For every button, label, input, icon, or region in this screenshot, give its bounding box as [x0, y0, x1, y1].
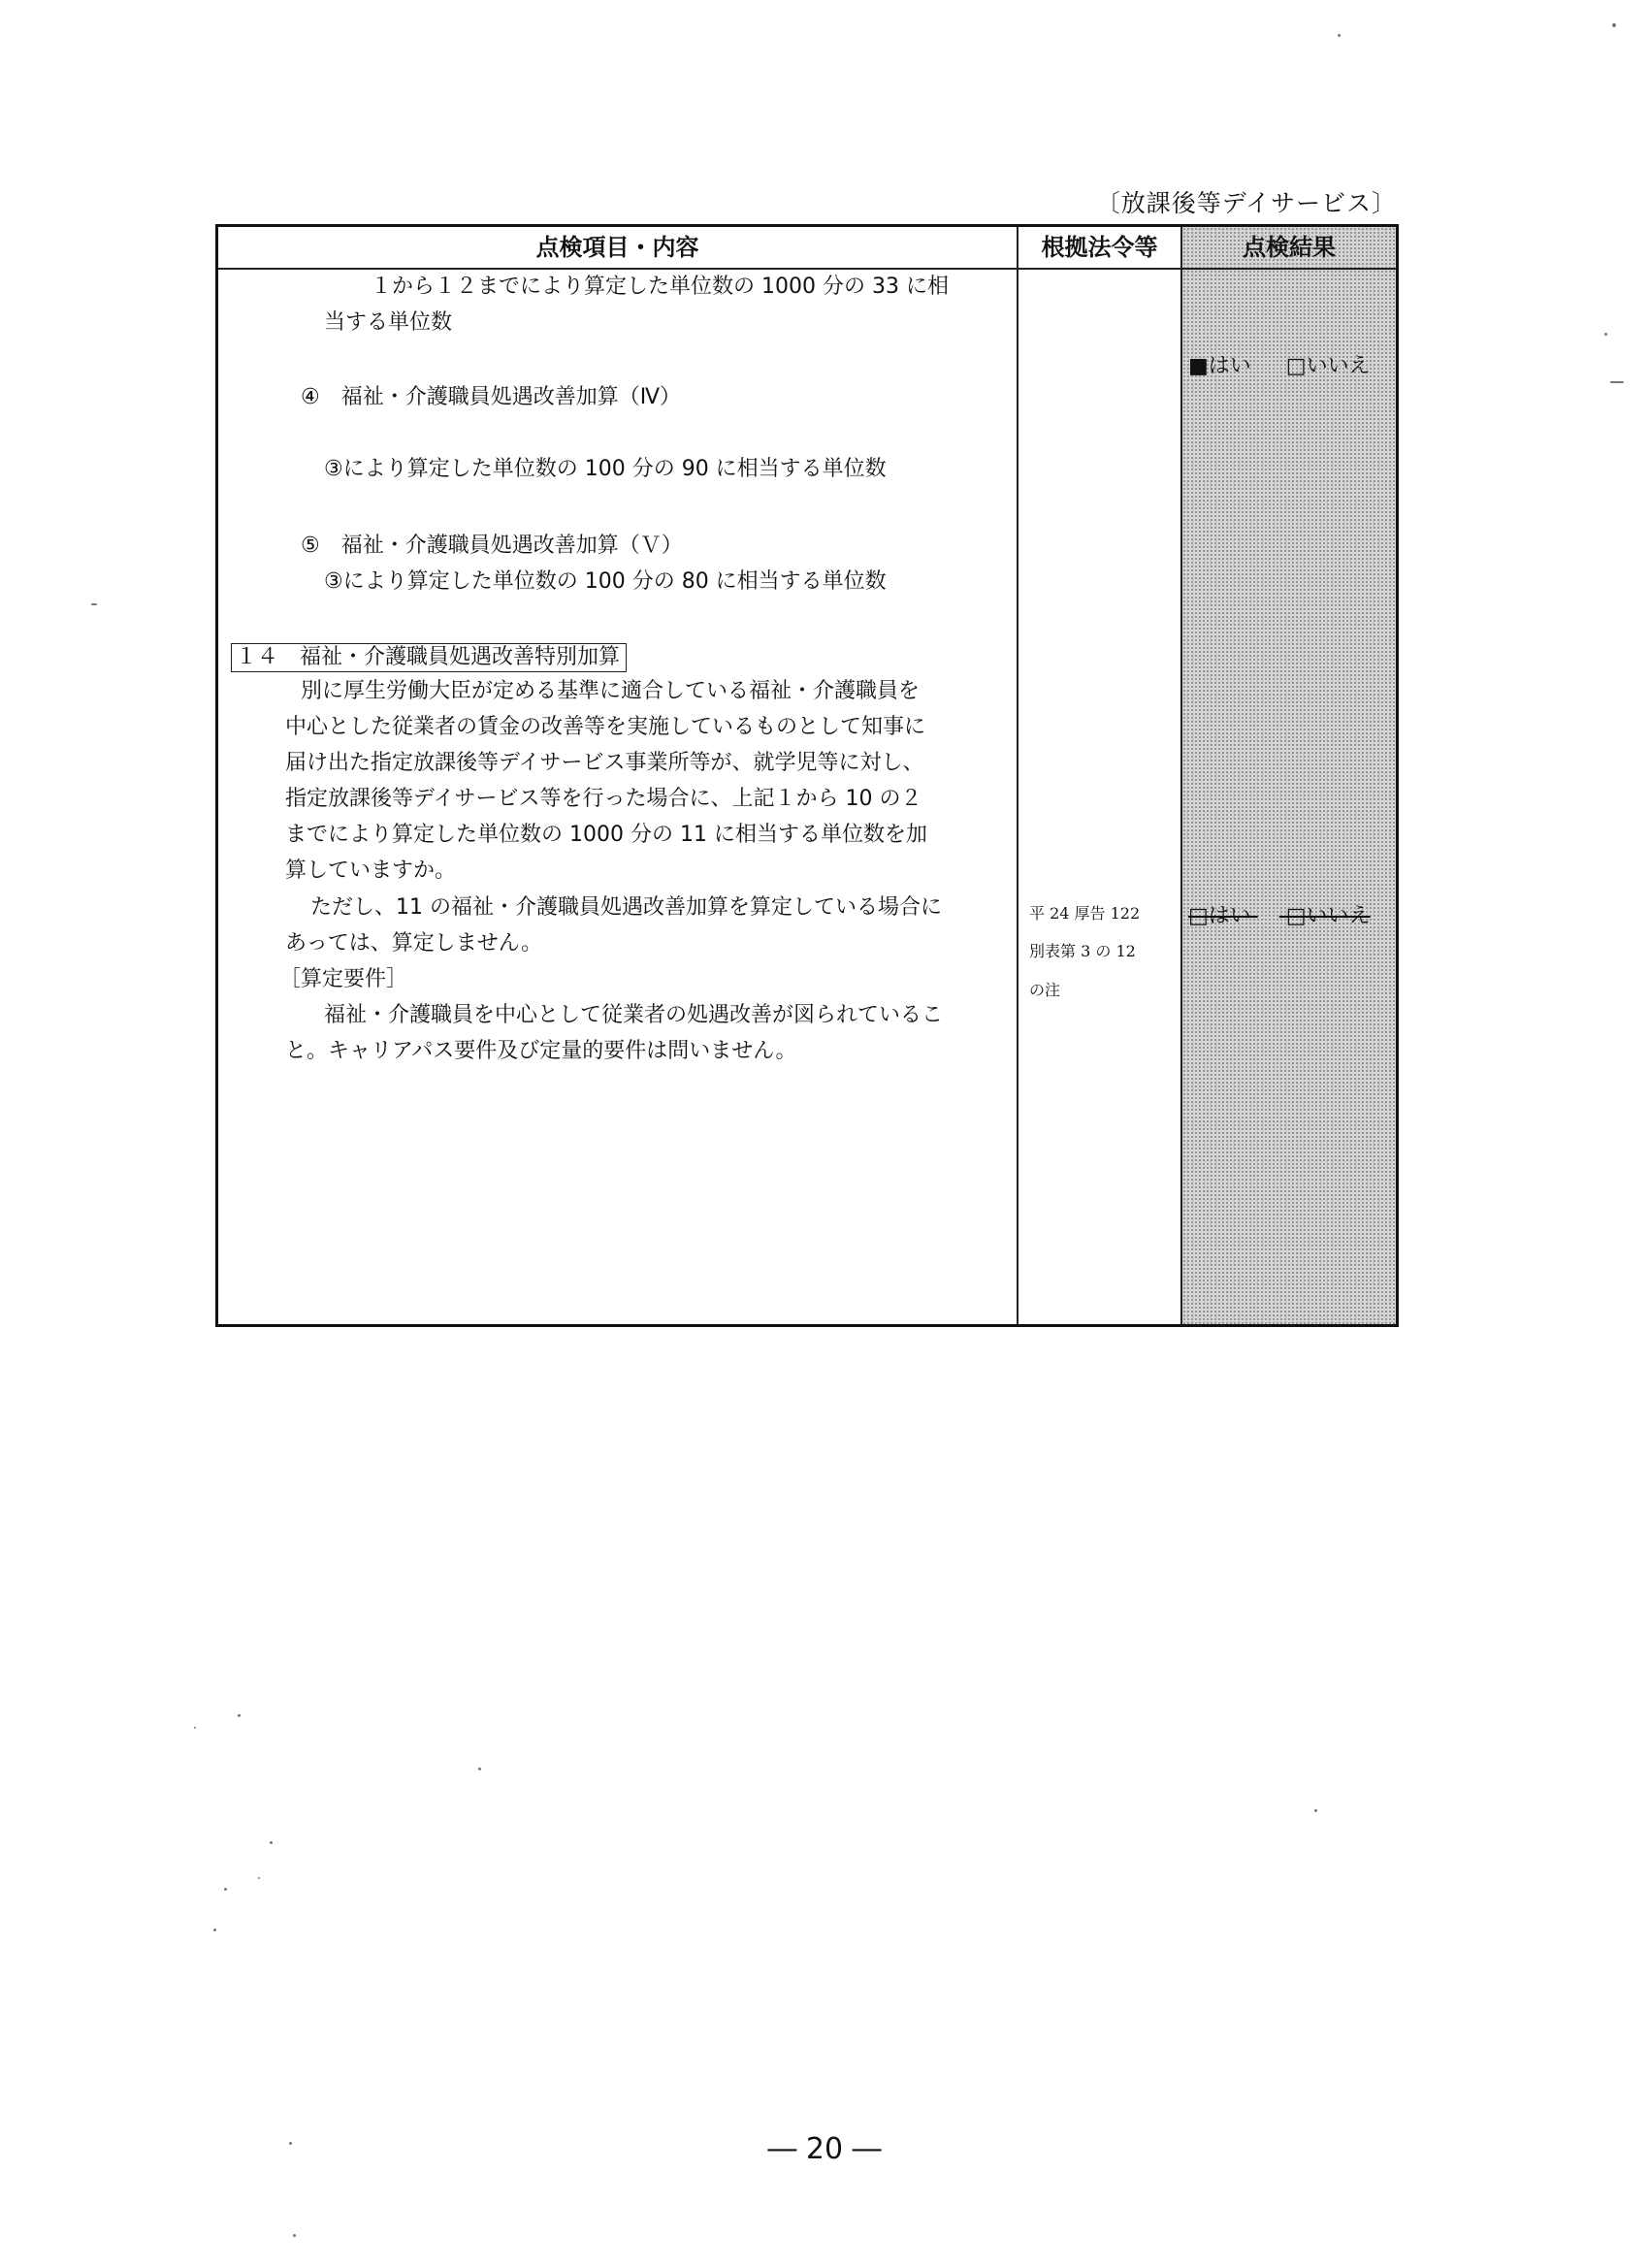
text-line: ただし、11 の福祉・介護職員処遇改善加算を算定している場合に: [310, 895, 942, 920]
scan-speck: [1338, 34, 1341, 37]
text-line: 当する単位数: [324, 310, 453, 335]
header-inspection-result: 点検結果: [1243, 234, 1336, 261]
text-line: 福祉・介護職員を中心として従業者の処遇改善が図られているこ: [324, 1003, 944, 1027]
text-line: と。キャリアパス要件及び定量的要件は問いません。: [285, 1039, 797, 1063]
subheading: ［算定要件］: [279, 967, 408, 991]
scan-speck: [91, 603, 97, 605]
result-checkbox-group-struck[interactable]: [1188, 899, 1371, 929]
no-checkbox[interactable]: □いいえ: [1285, 354, 1371, 378]
header-legal-basis: 根拠法令等: [1041, 234, 1158, 261]
column-divider: [1017, 227, 1018, 1324]
text-line: ③により算定した単位数の 100 分の 80 に相当する単位数: [324, 569, 887, 594]
scan-speck: [1604, 333, 1607, 336]
scan-speck: [478, 1767, 481, 1770]
yes-checkbox[interactable]: □はい: [1188, 904, 1251, 928]
yes-checkbox[interactable]: ■はい: [1188, 354, 1251, 378]
scan-speck: [289, 2142, 292, 2145]
no-checkbox[interactable]: □いいえ: [1285, 904, 1371, 928]
text-line: ③により算定した単位数の 100 分の 90 に相当する単位数: [324, 457, 887, 481]
section-heading: １４ 福祉・介護職員処遇改善特別加算: [231, 643, 627, 672]
page-number: ― 20 ―: [767, 2132, 882, 2166]
text-line: 届け出た指定放課後等デイサービス事業所等が、就学児等に対し、: [285, 751, 924, 775]
text-line: あっては、算定しません。: [285, 931, 543, 956]
item-heading: ⑤ 福祉・介護職員処遇改善加算（Ｖ）: [301, 534, 683, 558]
scan-speck: [270, 1841, 273, 1844]
text-line: 算していますか。: [285, 859, 457, 883]
scan-speck: [213, 1928, 216, 1931]
law-reference: 平 24 厚告 122: [1029, 904, 1141, 923]
text-line: 別に厚生労働大臣が定める基準に適合している福祉・介護職員を: [301, 679, 921, 703]
scan-speck: [1610, 381, 1624, 383]
header-item-content: 点検項目・内容: [535, 234, 699, 261]
column-divider: [1180, 227, 1182, 1324]
scan-speck: [1314, 1809, 1317, 1812]
law-reference: の注: [1029, 981, 1061, 999]
law-reference: 別表第 3 の 12: [1029, 942, 1136, 960]
text-line: までにより算定した単位数の 1000 分の 11 に相当する単位数を加: [285, 823, 927, 847]
text-line: 指定放課後等デイサービス等を行った場合に、上記１から 10 の２: [285, 787, 922, 811]
scan-speck: [238, 1714, 241, 1717]
text-line: １から１２までにより算定した単位数の 1000 分の 33 に相: [371, 275, 949, 299]
scan-speck: [224, 1888, 227, 1891]
section-tag: 〔放課後等デイサービス〕: [1095, 189, 1397, 217]
result-column-shading: [1182, 227, 1396, 1324]
result-checkbox-group[interactable]: [1188, 349, 1371, 379]
scan-speck: [293, 2234, 296, 2237]
item-heading: ④ 福祉・介護職員処遇改善加算（Ⅳ）: [301, 385, 682, 409]
text-line: 中心とした従業者の賃金の改善等を実施しているものとして知事に: [285, 715, 926, 739]
scan-speck: [258, 1877, 260, 1879]
scan-speck: [194, 1727, 196, 1729]
inspection-table: [215, 224, 1399, 1327]
scan-speck: [1612, 23, 1616, 27]
